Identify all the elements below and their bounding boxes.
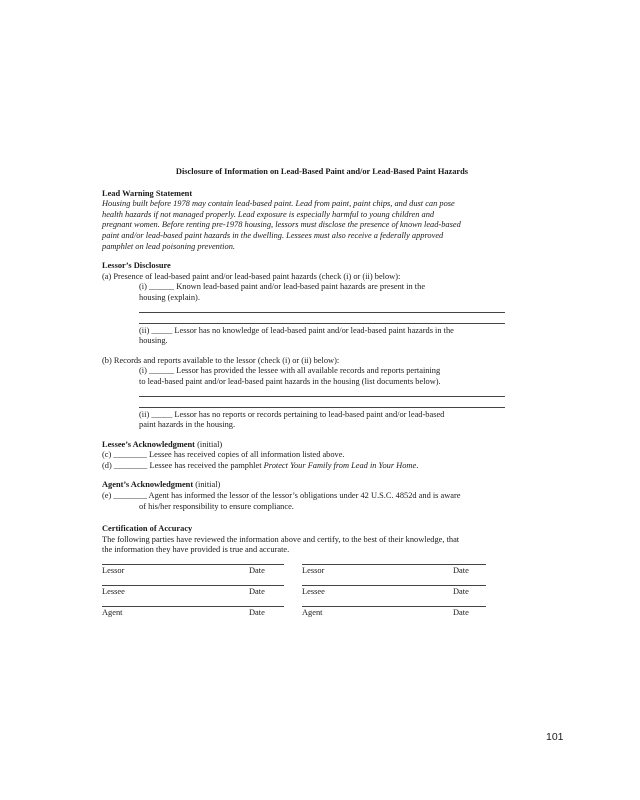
- agent-label: Agent: [302, 608, 323, 618]
- lessee-signature-line[interactable]: [102, 585, 284, 586]
- lessor-disclosure-section: [102, 261, 542, 431]
- lessee-acknowledgment-section: [102, 440, 542, 472]
- lessor-disclosure-heading: Lessor’s Disclosure: [102, 261, 171, 271]
- explain-line[interactable]: [139, 304, 505, 313]
- certification-section: [102, 524, 542, 556]
- warning-line: health hazards if not managed properly. Lead exposure is especially harmful to young children and: [102, 209, 435, 219]
- item-e-line: of his/her responsibility to ensure compliance.: [139, 501, 294, 511]
- warning-line: pamphlet on lead poisoning prevention.: [102, 241, 235, 251]
- item-c-line: (c) ________ Lessee has received copies of all information listed above.: [102, 450, 345, 460]
- item-e-line: (e) ________ Agent has informed the lessor of the lessor’s obligations under 42 U.S.C. 4852d and is aware: [102, 491, 461, 501]
- pamphlet-title: Protect Your Family from Lead in Your Home: [263, 460, 417, 470]
- lessor-signature-line[interactable]: [302, 564, 486, 565]
- certification-text: The following parties have reviewed the information above and certify, to the best of their knowledge, that: [102, 534, 460, 544]
- item-a-ii-line: (ii) _____ Lessor has no knowledge of lead-based paint and/or lead-based paint hazards in the: [139, 325, 454, 335]
- date-label: Date: [249, 608, 265, 618]
- agent-label: Agent: [102, 608, 123, 618]
- agent-signature-line[interactable]: [102, 606, 284, 607]
- explain-line[interactable]: [139, 315, 505, 324]
- date-label: Date: [249, 566, 265, 576]
- warning-line: paint and/or lead-based paint hazards in the dwelling. Lessees must also receive a federally approved: [102, 230, 444, 240]
- documents-line[interactable]: [139, 399, 505, 408]
- signature-row: [102, 581, 542, 602]
- date-label: Date: [453, 587, 469, 597]
- item-b-ii-line: paint hazards in the housing.: [139, 420, 236, 430]
- lessee-acknowledgment-heading: Lessee’s Acknowledgment (initial): [102, 439, 223, 449]
- warning-line: Housing built before 1978 may contain lead-based paint. Lead from paint, paint chips, and dust can pose: [102, 199, 455, 209]
- lessee-label: Lessee: [302, 587, 325, 597]
- lessor-label: Lessor: [302, 566, 325, 576]
- date-label: Date: [453, 566, 469, 576]
- lessee-signature-line[interactable]: [302, 585, 486, 586]
- item-d-line: (d) ________ Lessee has received the pamphlet Protect Your Family from Lead in Your Home.: [102, 460, 419, 470]
- lessor-signature-line[interactable]: [102, 564, 284, 565]
- date-label: Date: [249, 587, 265, 597]
- warning-line: pregnant women. Before renting pre-1978 housing, lessors must disclose the presence of known lead-based: [102, 220, 461, 230]
- document-title: Disclosure of Information on Lead-Based Paint and/or Lead-Based Paint Hazards: [175, 167, 469, 176]
- certification-text: the information they have provided is true and accurate.: [102, 545, 290, 555]
- documents-line[interactable]: [139, 388, 505, 397]
- date-label: Date: [453, 608, 469, 618]
- item-a-ii-line: housing.: [139, 336, 168, 346]
- agent-acknowledgment-section: [102, 480, 542, 512]
- item-a-label: (a) Presence of lead-based paint and/or lead-based paint hazards (check (i) or (ii) below):: [102, 271, 401, 281]
- agent-acknowledgment-heading: Agent’s Acknowledgment (initial): [102, 480, 221, 490]
- lessee-label: Lessee: [102, 587, 125, 597]
- item-b-i-line: (i) ______ Lessor has provided the lessee with all available records and reports pertaining: [139, 366, 441, 376]
- item-b-i-line: to lead-based paint and/or lead-based paint hazards in the housing (list documents below).: [139, 376, 441, 386]
- disclosure-form: [102, 167, 542, 623]
- item-a-i-line: (i) ______ Known lead-based paint and/or lead-based paint hazards are present in the: [139, 282, 426, 292]
- item-a-i-line: housing (explain).: [139, 292, 200, 302]
- signature-row: [102, 602, 542, 623]
- lessor-label: Lessor: [102, 566, 125, 576]
- page-number: 101: [546, 731, 564, 743]
- signature-block: [102, 560, 542, 623]
- signature-row: [102, 560, 542, 581]
- lead-warning-heading: Lead Warning Statement: [102, 188, 193, 198]
- lead-warning-section: [102, 189, 542, 253]
- agent-signature-line[interactable]: [302, 606, 486, 607]
- certification-heading: Certification of Accuracy: [102, 524, 193, 534]
- item-b-ii-line: (ii) _____ Lessor has no reports or records pertaining to lead-based paint and/or lead-based: [139, 409, 445, 419]
- item-b-label: (b) Records and reports available to the lessor (check (i) or (ii) below):: [102, 355, 340, 365]
